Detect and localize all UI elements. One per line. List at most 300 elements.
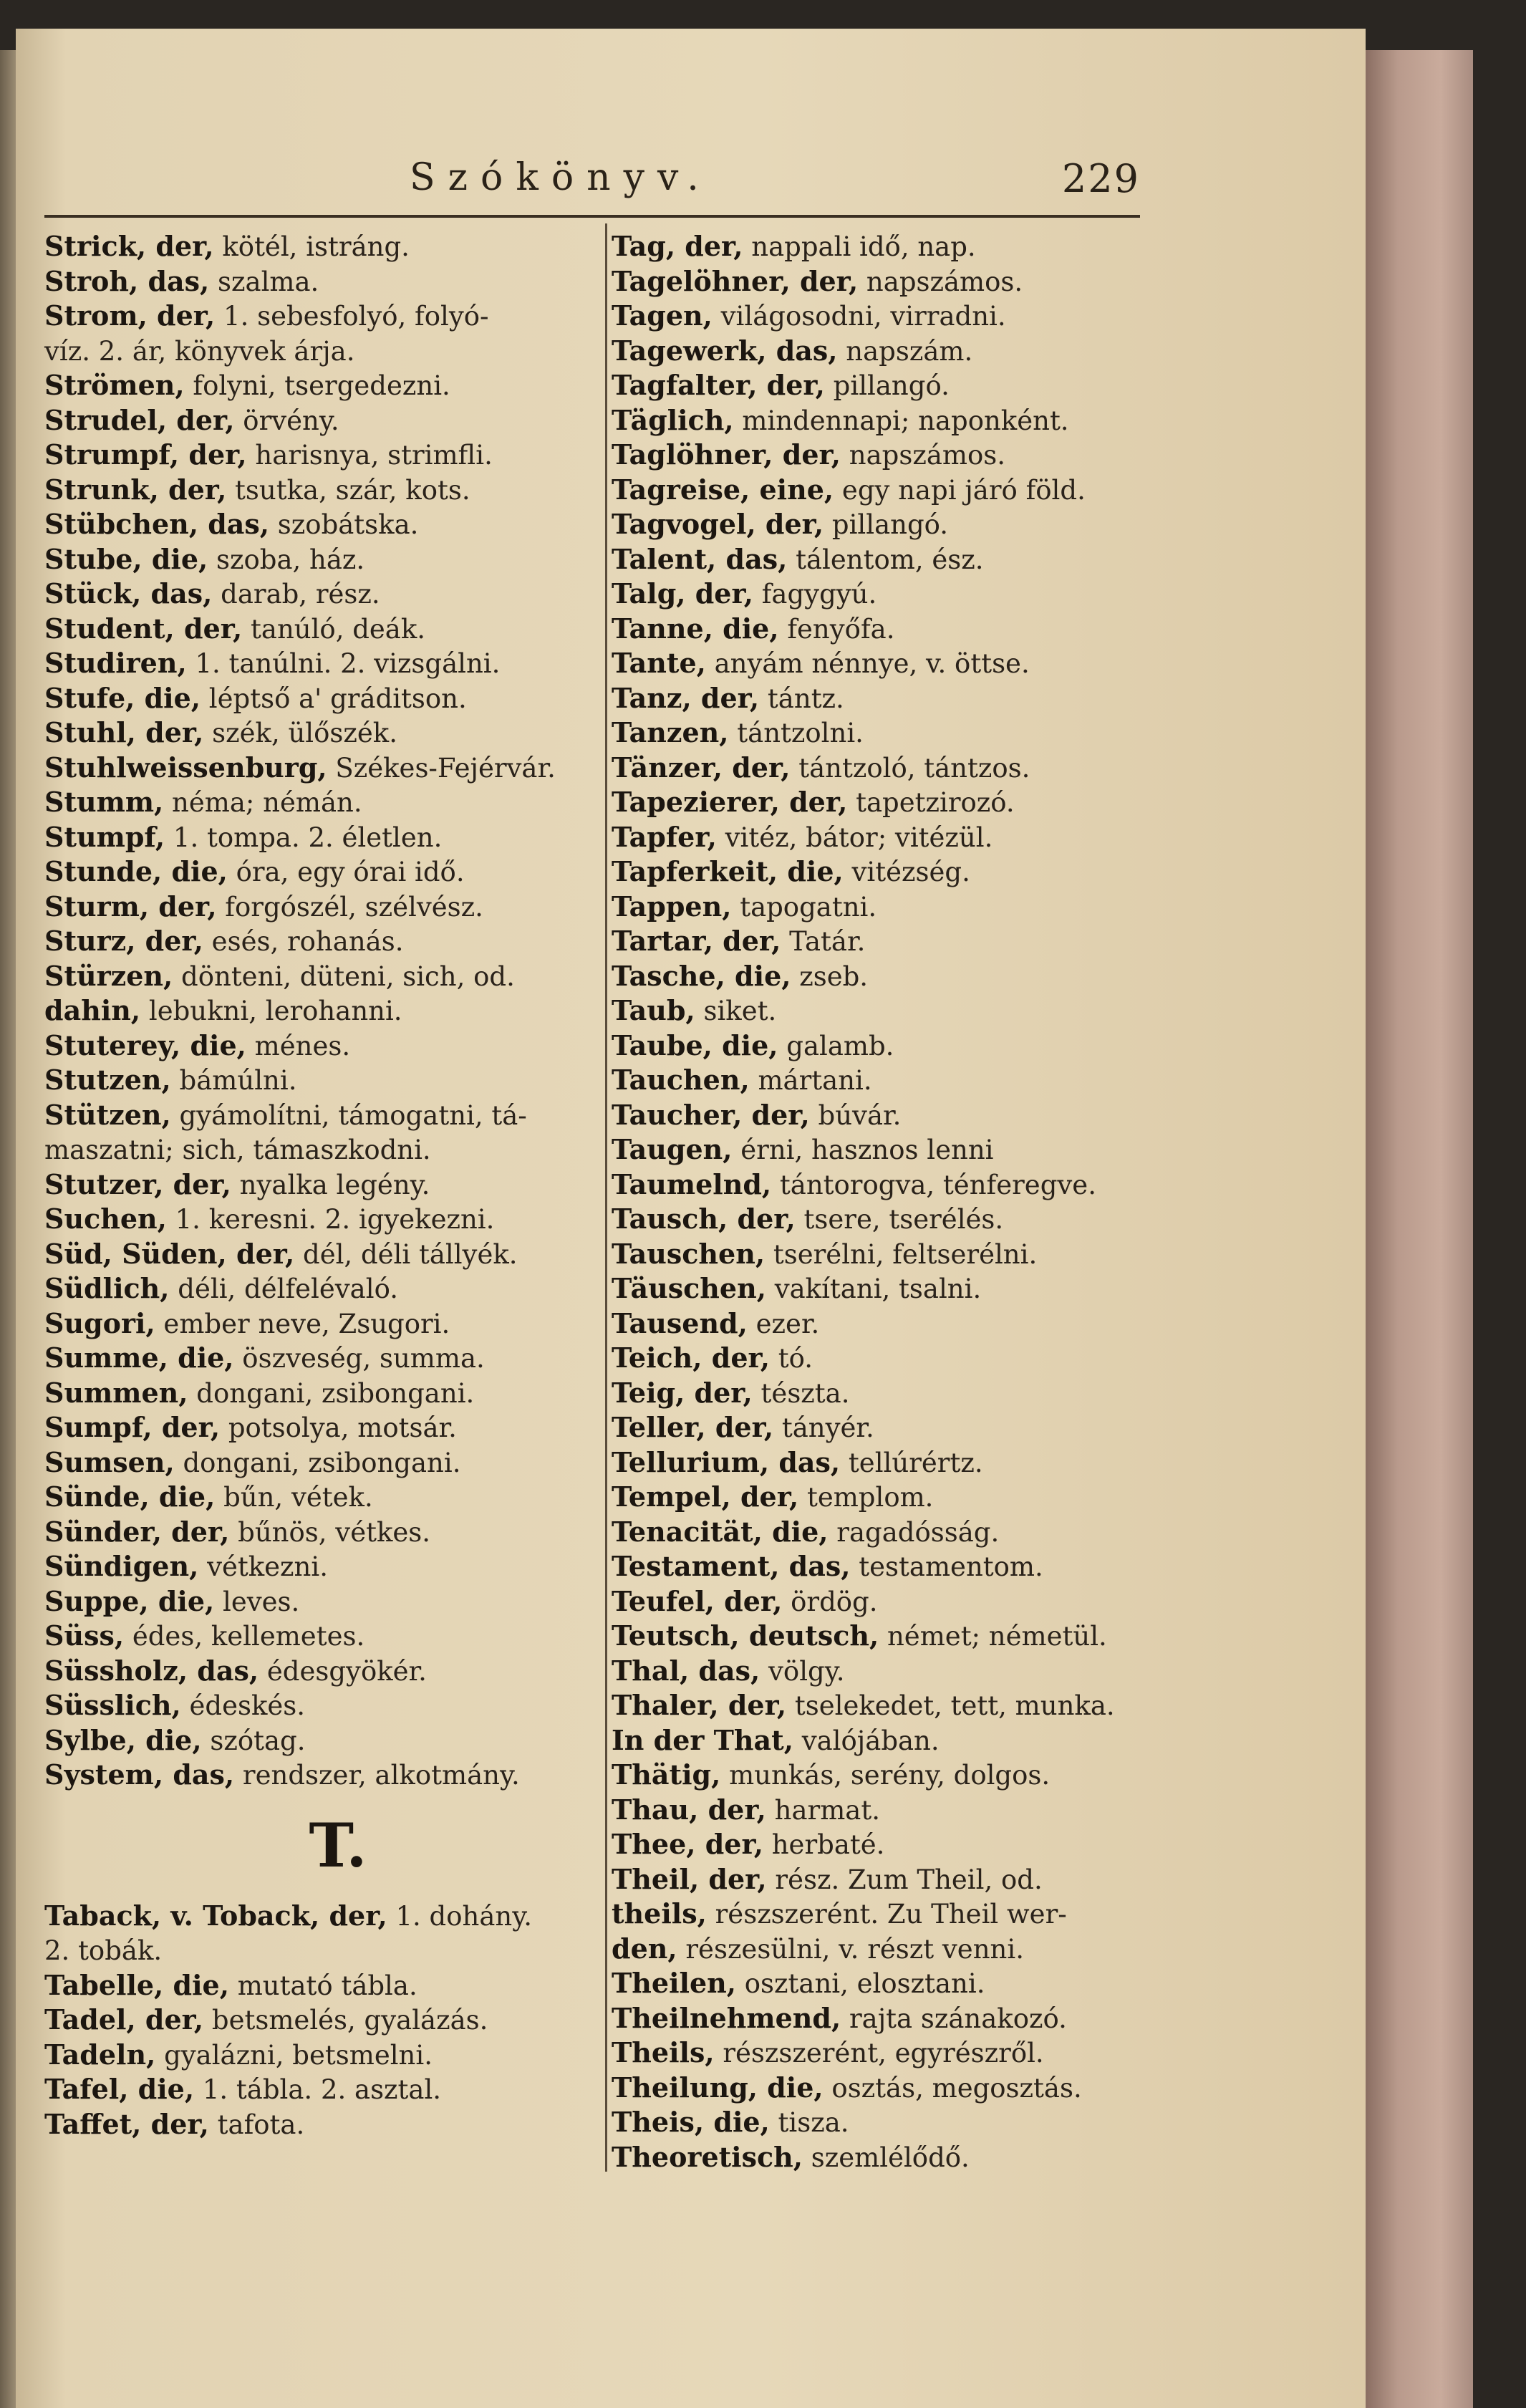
entry-gloss: szoba, ház. [208, 544, 365, 575]
entry-gloss: szalma. [209, 266, 319, 297]
entry-headword: Tafel, die, [44, 2073, 195, 2105]
column-divider [605, 223, 607, 2172]
dictionary-entry [44, 1899, 603, 1934]
dictionary-entry [612, 1897, 1242, 1932]
dictionary-entry [44, 1306, 603, 1342]
entry-headword: Thee, der, [612, 1828, 763, 1860]
entry-gloss: 1. keresni. 2. igyekezni. [166, 1204, 495, 1235]
entry-headword: Tanne, die, [612, 612, 779, 645]
dictionary-entry [44, 299, 603, 334]
dictionary-entry [612, 1654, 1242, 1689]
entry-headword: Tellurium, das, [612, 1445, 841, 1478]
dictionary-entry [44, 1271, 603, 1306]
entry-headword: Tausend, [612, 1306, 748, 1339]
dictionary-entry [612, 785, 1242, 820]
entry-gloss: gyámolítni, támogatni, tá- [170, 1099, 527, 1131]
entry-headword: Summe, die, [44, 1342, 234, 1374]
dictionary-entry [612, 1341, 1242, 1376]
entry-headword: Taugen, [612, 1133, 733, 1165]
dictionary-entry [612, 1410, 1242, 1445]
dictionary-entry [612, 854, 1242, 890]
dictionary-entry [612, 1202, 1242, 1237]
entry-gloss: galamb. [778, 1030, 894, 1061]
dictionary-entry [44, 1549, 603, 1584]
dictionary-entry [612, 1932, 1242, 1967]
dictionary-entry [44, 1758, 603, 1793]
entry-headword: Stuhlweissenburg, [44, 751, 327, 784]
dictionary-entry [44, 1063, 603, 1098]
dictionary-entry [612, 1376, 1242, 1411]
dictionary-entry [612, 890, 1242, 925]
entry-headword: Stunde, die, [44, 855, 228, 887]
entry-gloss: víz. 2. ár, könyvek árja. [44, 335, 355, 367]
entry-headword: Suchen, [44, 1203, 167, 1235]
dictionary-entry [44, 2003, 603, 2038]
entry-gloss: édeskés. [180, 1690, 306, 1721]
dictionary-entry [612, 751, 1242, 786]
dictionary-entry [44, 785, 603, 820]
dictionary-entry [612, 1063, 1242, 1098]
entry-headword: Theils, [612, 2036, 715, 2069]
entry-headword: Tempel, der, [612, 1480, 799, 1513]
entry-headword: Taub, [612, 994, 695, 1026]
entry-headword: Theilung, die, [612, 2071, 824, 2104]
entry-headword: dahin, [44, 994, 141, 1026]
dictionary-entry [44, 2107, 603, 2142]
entry-headword: Student, der, [44, 612, 243, 645]
entry-gloss: szótag. [201, 1725, 306, 1756]
dictionary-entry [44, 1480, 603, 1515]
entry-headword: Strumpf, der, [44, 438, 247, 471]
entry-gloss: tellúrértz. [840, 1447, 983, 1478]
entry-headword: Sünde, die, [44, 1480, 216, 1513]
entry-gloss: világosodni, virradni. [712, 301, 1006, 332]
entry-gloss: darab, rész. [212, 579, 380, 610]
dictionary-entry [612, 334, 1242, 369]
entry-gloss: harmat. [766, 1794, 880, 1826]
entry-headword: Sturz, der, [44, 925, 203, 957]
dictionary-entry [44, 403, 603, 438]
entry-headword: Tadel, der, [44, 2003, 204, 2036]
entry-headword: Teutsch, deutsch, [612, 1619, 879, 1652]
entry-headword: System, das, [44, 1758, 235, 1791]
entry-gloss: tó. [770, 1343, 813, 1374]
entry-gloss: leves. [214, 1586, 300, 1617]
dictionary-entry [44, 542, 603, 577]
entry-gloss: léptső a' gráditson. [201, 683, 467, 714]
entry-gloss: herbaté. [763, 1829, 885, 1860]
entry-headword: Stürzen, [44, 959, 173, 992]
dictionary-entry [44, 820, 603, 855]
entry-gloss: maszatni; sich, támaszkodni. [44, 1135, 431, 1165]
dictionary-entry [44, 1968, 603, 2003]
dictionary-entry [44, 1098, 603, 1133]
dictionary-entry [44, 716, 603, 751]
entry-gloss: siket. [695, 996, 777, 1026]
entry-headword: Sumsen, [44, 1445, 175, 1478]
entry-gloss: bűnös, vétkes. [229, 1516, 431, 1548]
dictionary-entry [612, 1723, 1242, 1758]
entry-headword: Tapfer, [612, 820, 717, 853]
entry-headword: Süss, [44, 1619, 125, 1652]
entry-gloss: 2. tobák. [44, 1935, 163, 1966]
dictionary-entry [44, 1584, 603, 1619]
entry-headword: Taglöhner, der, [612, 438, 841, 471]
entry-headword: Tagelöhner, der, [612, 264, 859, 297]
entry-headword: Teich, der, [612, 1342, 770, 1374]
entry-gloss: tisza. [769, 2107, 849, 2138]
entry-headword: Stübchen, das, [44, 508, 270, 540]
entry-headword: Stufe, die, [44, 681, 201, 714]
dictionary-entry [612, 1758, 1242, 1793]
entry-headword: Stück, das, [44, 577, 213, 610]
dictionary-entry [44, 1237, 603, 1272]
dictionary-entry [44, 1132, 603, 1167]
dictionary-entry [44, 646, 603, 681]
entry-gloss: tapogatni. [731, 891, 877, 923]
entry-gloss: dongani, zsibongani. [188, 1377, 475, 1409]
entry-gloss: néma; némán. [163, 787, 362, 818]
page-number: 229 [1061, 156, 1140, 201]
entry-gloss: tántorogva, ténferegve. [771, 1169, 1096, 1200]
entry-headword: Tagvogel, der, [612, 508, 824, 540]
dictionary-entry [44, 1723, 603, 1758]
entry-headword: Tappen, [612, 890, 732, 923]
entry-headword: Tagewerk, das, [612, 334, 838, 367]
dictionary-entry [612, 403, 1242, 438]
entry-headword: Strudel, der, [44, 403, 235, 436]
dictionary-entry [612, 1515, 1242, 1550]
dictionary-page [16, 29, 1366, 2408]
dictionary-entry [612, 1793, 1242, 1828]
dictionary-entry [612, 473, 1242, 508]
entry-gloss: ragadósság. [828, 1516, 1000, 1548]
entry-headword: theils, [612, 1897, 707, 1930]
entry-gloss: lebukni, lerohanni. [140, 996, 402, 1026]
entry-headword: Teig, der, [612, 1376, 753, 1409]
entry-headword: Tenacität, die, [612, 1515, 829, 1548]
entry-gloss: 1. tanúlni. 2. vizsgálni. [186, 648, 501, 679]
entry-headword: Tanz, der, [612, 681, 760, 714]
entry-headword: Teller, der, [612, 1411, 774, 1443]
entry-headword: Stutzer, der, [44, 1167, 231, 1200]
entry-headword: In der That, [612, 1723, 793, 1756]
entry-gloss: 1. tompa. 2. életlen. [165, 822, 443, 853]
entry-gloss: dél, déli tállyék. [294, 1238, 518, 1270]
dictionary-entry [44, 1654, 603, 1689]
entry-headword: Stumm, [44, 786, 164, 818]
dictionary-entry [44, 612, 603, 647]
entry-gloss: napszámos. [858, 266, 1023, 297]
dictionary-entry [612, 1167, 1242, 1203]
dictionary-entry [44, 438, 603, 473]
entry-headword: Stroh, das, [44, 264, 210, 297]
dictionary-entry [612, 959, 1242, 994]
entry-headword: Tänzer, der, [612, 751, 791, 784]
entry-gloss: kötél, istráng. [213, 231, 410, 262]
dictionary-entry [612, 299, 1242, 334]
entry-headword: Talent, das, [612, 542, 788, 575]
entry-gloss: osztani, elosztani. [736, 1968, 985, 1999]
entry-gloss: harisnya, strimfli. [246, 440, 493, 471]
entry-gloss: mindennapi; naponként. [733, 405, 1069, 436]
dictionary-entry [44, 1933, 603, 1968]
dictionary-entry [612, 2071, 1242, 2106]
dictionary-entry [44, 1515, 603, 1550]
entry-gloss: anyám nénnye, v. öttse. [705, 648, 1030, 679]
entry-gloss: tántz. [759, 683, 844, 714]
entry-gloss: folyni, tsergedezni. [184, 370, 450, 401]
entry-gloss: tányér. [773, 1412, 874, 1443]
entry-gloss: egy napi járó föld. [834, 474, 1086, 506]
dictionary-entry [612, 924, 1242, 959]
entry-headword: Summen, [44, 1376, 188, 1409]
dictionary-entry [44, 1376, 603, 1411]
entry-gloss: napszám. [837, 335, 973, 367]
entry-headword: Theilnehmend, [612, 2001, 841, 2034]
dictionary-entry [44, 1619, 603, 1654]
entry-headword: Tante, [612, 647, 706, 679]
entry-gloss: zseb. [791, 960, 869, 992]
entry-headword: Sünder, der, [44, 1515, 230, 1548]
entry-gloss: részszerént, egyrészről. [714, 2038, 1044, 2069]
dictionary-entry [44, 1029, 603, 1064]
left-column [44, 229, 603, 2142]
dictionary-entry [612, 264, 1242, 299]
dictionary-entry [44, 1167, 603, 1203]
dictionary-entry [612, 1480, 1242, 1515]
dictionary-entry [612, 542, 1242, 577]
entry-gloss: forgószél, szélvész. [216, 891, 483, 923]
dictionary-entry [44, 473, 603, 508]
entry-headword: Stützen, [44, 1098, 171, 1131]
entry-gloss: Tatár. [781, 926, 866, 957]
entry-gloss: tészta. [752, 1377, 850, 1409]
page-header [44, 143, 1140, 222]
entry-headword: Süssholz, das, [44, 1654, 259, 1687]
dictionary-entry [612, 1827, 1242, 1862]
entry-headword: Stutzen, [44, 1064, 171, 1096]
entry-gloss: Székes-Fejérvár. [327, 752, 556, 784]
entry-gloss: tselekedet, tett, munka. [786, 1690, 1115, 1721]
entry-headword: Stube, die, [44, 542, 208, 575]
entry-gloss: rész. Zum Theil, od. [766, 1864, 1043, 1895]
entry-headword: Suppe, die, [44, 1584, 215, 1617]
dictionary-entry [612, 681, 1242, 716]
entry-gloss: dönteni, düteni, sich, od. [173, 960, 515, 992]
entry-gloss: részszerént. Zu Theil wer- [706, 1899, 1067, 1930]
entry-gloss: esés, rohanás. [203, 926, 404, 957]
entry-gloss: pillangó. [824, 370, 950, 401]
entry-gloss: szemlélődő. [803, 2142, 970, 2173]
dictionary-entry [44, 264, 603, 299]
entry-gloss: öszveség, summa. [233, 1343, 485, 1374]
dictionary-entry [612, 612, 1242, 647]
dictionary-entry [44, 2072, 603, 2107]
dictionary-entry [44, 1445, 603, 1480]
dictionary-entry [612, 1445, 1242, 1480]
entry-headword: Sugori, [44, 1306, 155, 1339]
entry-gloss: örvény. [234, 405, 339, 436]
entry-headword: Theoretisch, [612, 2140, 803, 2173]
dictionary-entry [612, 2036, 1242, 2071]
dictionary-entry [44, 229, 603, 264]
entry-headword: Taumelnd, [612, 1167, 772, 1200]
entry-gloss: 1. dohány. [387, 1900, 532, 1932]
dictionary-entry [44, 681, 603, 716]
entry-gloss: tafota. [208, 2109, 305, 2140]
entry-gloss: szobátska. [269, 509, 419, 540]
entry-headword: Testament, das, [612, 1550, 851, 1582]
entry-headword: Stuhl, der, [44, 716, 204, 748]
entry-gloss: rendszer, alkotmány. [234, 1760, 520, 1791]
entry-headword: Tadeln, [44, 2038, 156, 2071]
section-letter: T. [309, 1809, 367, 1881]
entry-gloss: édes, kellemetes. [124, 1621, 365, 1652]
entry-headword: Strömen, [44, 369, 185, 401]
entry-gloss: 1. tábla. 2. asztal. [194, 2074, 442, 2105]
entry-headword: Thau, der, [612, 1793, 766, 1826]
entry-headword: Theilen, [612, 1967, 736, 1999]
dictionary-entry [612, 646, 1242, 681]
entry-gloss: bámúlni. [170, 1065, 297, 1096]
entry-gloss: vitéz, bátor; vitézül. [716, 822, 993, 853]
entry-gloss: ménes. [246, 1030, 351, 1061]
dictionary-entry [612, 1549, 1242, 1584]
entry-headword: Thätig, [612, 1758, 721, 1791]
dictionary-entry [44, 751, 603, 786]
dictionary-entry [44, 334, 603, 369]
entry-gloss: részesülni, v. részt venni. [677, 1933, 1024, 1965]
entry-headword: Sturm, der, [44, 890, 217, 923]
entry-gloss: tsutka, szár, kots. [226, 474, 470, 506]
entry-headword: Süsslich, [44, 1689, 181, 1721]
dictionary-entry [44, 924, 603, 959]
entry-headword: Tapferkeit, die, [612, 855, 844, 887]
entry-gloss: vitézség. [843, 857, 970, 887]
entry-gloss: nyalka legény. [231, 1169, 430, 1200]
entry-headword: Taback, v. Toback, der, [44, 1899, 387, 1932]
entry-headword: Stuterey, die, [44, 1029, 246, 1061]
entry-gloss: potsolya, motsár. [220, 1412, 457, 1443]
entry-gloss: betsmelés, gyalázás. [203, 2005, 488, 2036]
dictionary-entry [44, 368, 603, 403]
entry-headword: Theis, die, [612, 2106, 770, 2138]
entry-gloss: tapetzirozó. [847, 787, 1015, 818]
dictionary-entry [612, 577, 1242, 612]
dictionary-entry [44, 1688, 603, 1723]
dictionary-entry [612, 1132, 1242, 1167]
entry-headword: Tausch, der, [612, 1203, 796, 1235]
entry-gloss: pillangó. [824, 509, 949, 540]
entry-headword: Taube, die, [612, 1029, 778, 1061]
entry-gloss: német; németül. [879, 1621, 1107, 1652]
entry-gloss: tálentom, ész. [787, 544, 984, 575]
entry-gloss: valójában. [793, 1725, 940, 1756]
dictionary-entry [612, 1029, 1242, 1064]
entry-gloss: vétkezni. [198, 1551, 328, 1582]
dictionary-entry [612, 507, 1242, 542]
entry-gloss: nappali idő, nap. [743, 231, 976, 262]
entry-gloss: ezer. [747, 1308, 820, 1339]
entry-headword: Thaler, der, [612, 1689, 787, 1721]
entry-gloss: ördög. [782, 1586, 878, 1617]
entry-headword: Sumpf, der, [44, 1411, 221, 1443]
entry-gloss: tanúló, deák. [242, 613, 426, 645]
running-title: Szókönyv. [410, 156, 712, 199]
entry-gloss: napszámos. [841, 440, 1005, 471]
entry-headword: Tartar, der, [612, 925, 781, 957]
entry-headword: Strom, der, [44, 299, 216, 332]
entry-gloss: tántzoló, tántzos. [790, 752, 1030, 784]
entry-headword: Talg, der, [612, 577, 753, 610]
entry-gloss: munkás, serény, dolgos. [720, 1760, 1051, 1791]
entry-gloss: szék, ülőszék. [203, 718, 397, 748]
right-column [612, 229, 1242, 2175]
dictionary-entry [44, 959, 603, 994]
dictionary-entry [612, 1688, 1242, 1723]
entry-gloss: 1. sebesfolyó, folyó- [215, 301, 489, 332]
entry-gloss: völgy. [760, 1655, 845, 1687]
dictionary-entry [44, 890, 603, 925]
entry-headword: Täuschen, [612, 1272, 766, 1304]
dictionary-entry [612, 1966, 1242, 2001]
entry-gloss: testamentom. [850, 1551, 1043, 1582]
entry-headword: Strunk, der, [44, 473, 227, 506]
entry-headword: Tabelle, die, [44, 1968, 229, 2001]
entry-gloss: tántzolni. [728, 718, 864, 748]
entry-gloss: ember neve, Zsugori. [155, 1308, 450, 1339]
previous-page-edge [0, 50, 16, 2408]
dictionary-entry [612, 1584, 1242, 1619]
dictionary-entry [612, 438, 1242, 473]
entry-gloss: tserélni, feltserélni. [765, 1238, 1038, 1270]
entry-headword: Tagen, [612, 299, 713, 332]
entry-gloss: édesgyökér. [259, 1655, 427, 1687]
dictionary-entry [612, 993, 1242, 1029]
entry-gloss: vakítani, tsalni. [766, 1273, 982, 1304]
dictionary-entry [612, 2105, 1242, 2140]
entry-headword: Tagreise, eine, [612, 473, 834, 506]
dictionary-entry [612, 1271, 1242, 1306]
entry-headword: Sylbe, die, [44, 1723, 202, 1756]
dictionary-entry [44, 507, 603, 542]
entry-headword: Südlich, [44, 1272, 170, 1304]
entry-gloss: fagygyú. [753, 579, 877, 610]
entry-headword: Tapezierer, der, [612, 786, 848, 818]
entry-gloss: déli, délfelévaló. [169, 1273, 398, 1304]
dictionary-entry [44, 1202, 603, 1237]
dictionary-entry [44, 1410, 603, 1445]
entry-headword: Stumpf, [44, 820, 165, 853]
entry-gloss: búvár. [809, 1099, 902, 1131]
entry-gloss: tsere, tserélés. [795, 1204, 1004, 1235]
dictionary-entry [612, 1306, 1242, 1342]
entry-headword: Teufel, der, [612, 1584, 783, 1617]
entry-gloss: bűn, vétek. [215, 1482, 373, 1513]
entry-headword: Täglich, [612, 403, 734, 436]
entry-headword: Tag, der, [612, 230, 743, 262]
dictionary-entry [612, 820, 1242, 855]
entry-gloss: rajta szánakozó. [841, 2003, 1067, 2034]
dictionary-entry [44, 854, 603, 890]
dictionary-entry [44, 2038, 603, 2073]
dictionary-entry [612, 229, 1242, 264]
entry-headword: Theil, der, [612, 1862, 767, 1895]
entry-headword: Tasche, die, [612, 959, 791, 992]
dictionary-entry [612, 368, 1242, 403]
entry-gloss: érni, hasznos lenni [732, 1135, 994, 1165]
